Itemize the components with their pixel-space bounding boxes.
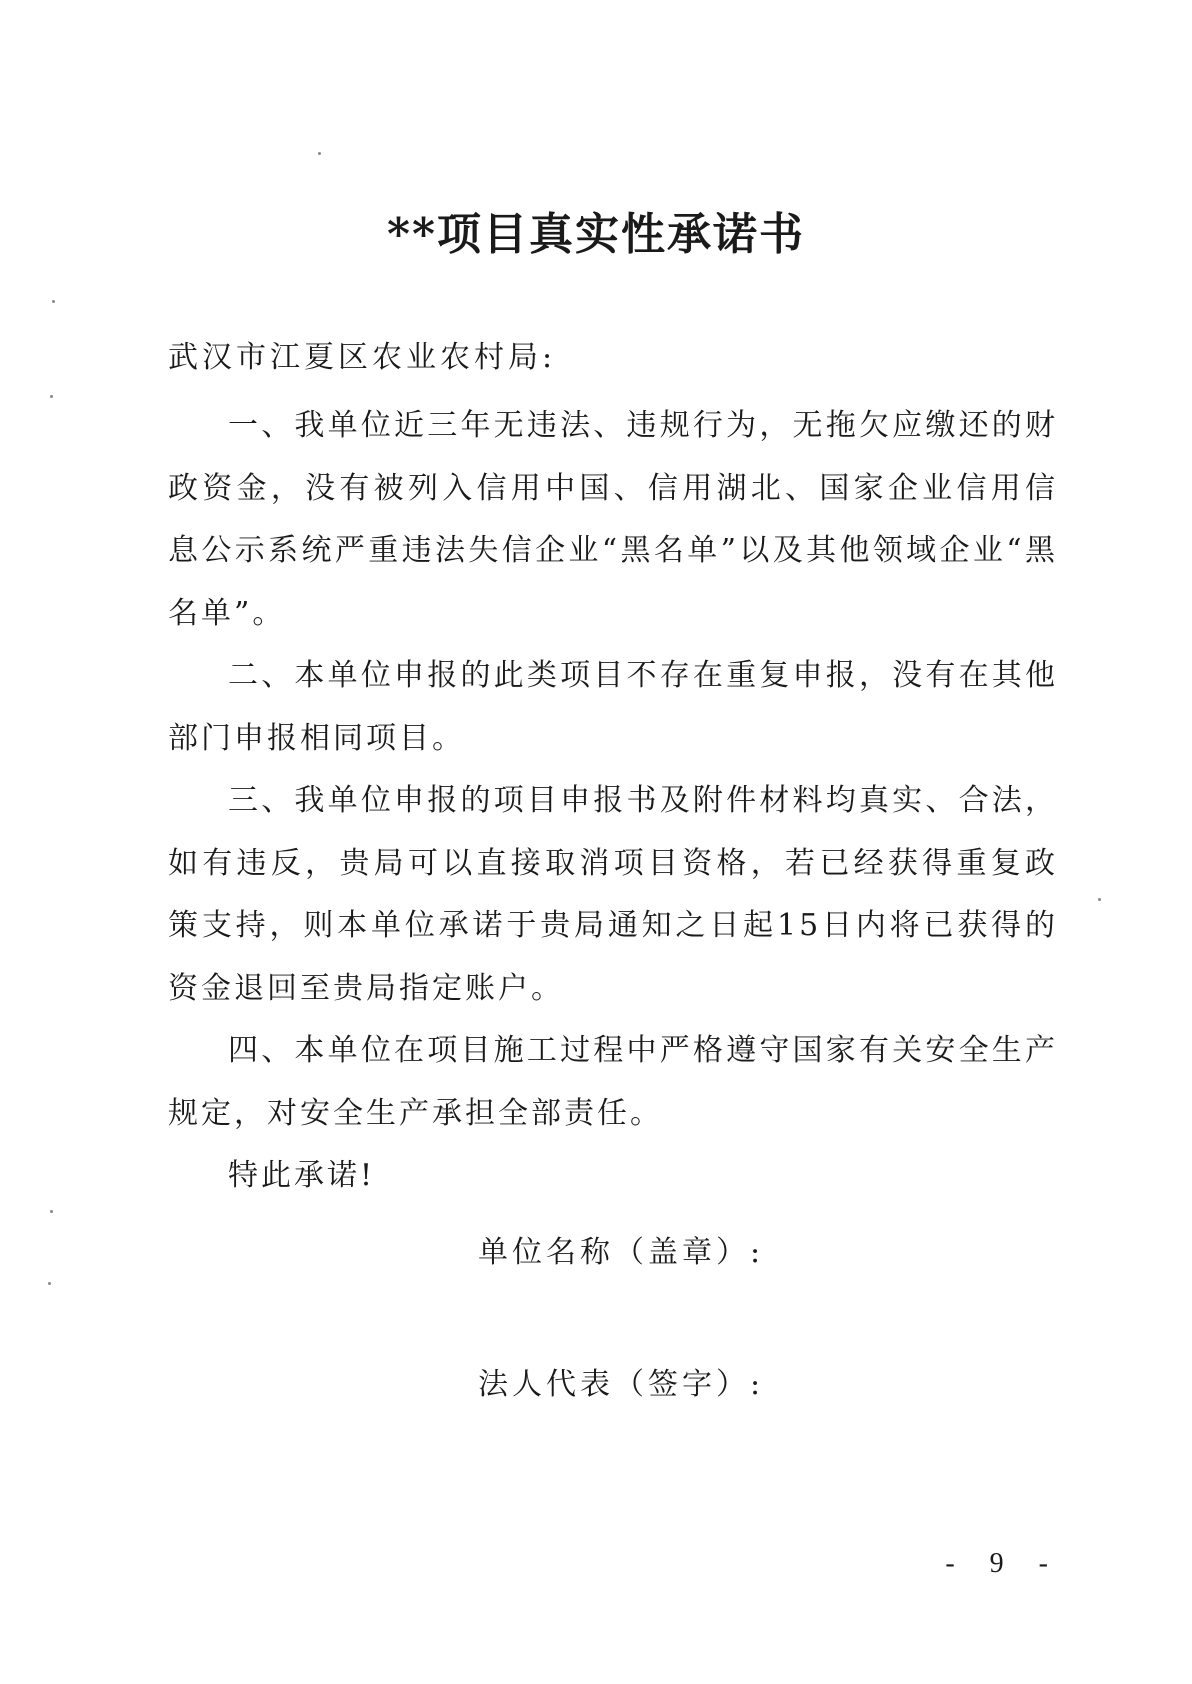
scan-speck [48,1282,51,1285]
commitment-paragraph-4: 四、本单位在项目施工过程中严格遵守国家有关安全生产规定，对安全生产承担全部责任。 [168,1033,1058,1131]
page-number: - 9 - [945,1548,1062,1579]
commitment-paragraph-2: 二、本单位申报的此类项目不存在重复申报，没有在其他部门申报相同项目。 [168,658,1058,756]
addressee: 武汉市江夏区农业农村局: [168,340,557,375]
scan-speck [50,1210,53,1213]
document-title: **项目真实性承诺书 [386,209,806,260]
legal-representative-signature-line: 法人代表（签字）: [478,1367,765,1402]
commitment-paragraph-1: 一、我单位近三年无违法、违规行为，无拖欠应缴还的财政资金，没有被列入信用中国、信用湖北、国家企业信用信息公示系统严重违法失信企业“黑名单”以及其他领域企业“黑名单”。 [168,408,1058,631]
unit-name-seal-line: 单位名称（盖章）: [478,1235,765,1270]
scan-speck [50,395,53,398]
commitment-paragraph-3: 三、我单位申报的项目申报书及附件材料均真实、合法，如有违反，贵局可以直接取消项目资格，若已经获得重复政策支持，则本单位承诺于贵局通知之日起15日内将已获得的资金退回至贵局指定账户。 [168,783,1058,1006]
scan-speck [318,152,321,155]
scan-speck [52,300,55,303]
document-body [168,395,1058,1208]
closing-statement: 特此承诺! [228,1158,376,1193]
scan-speck [1098,898,1101,901]
